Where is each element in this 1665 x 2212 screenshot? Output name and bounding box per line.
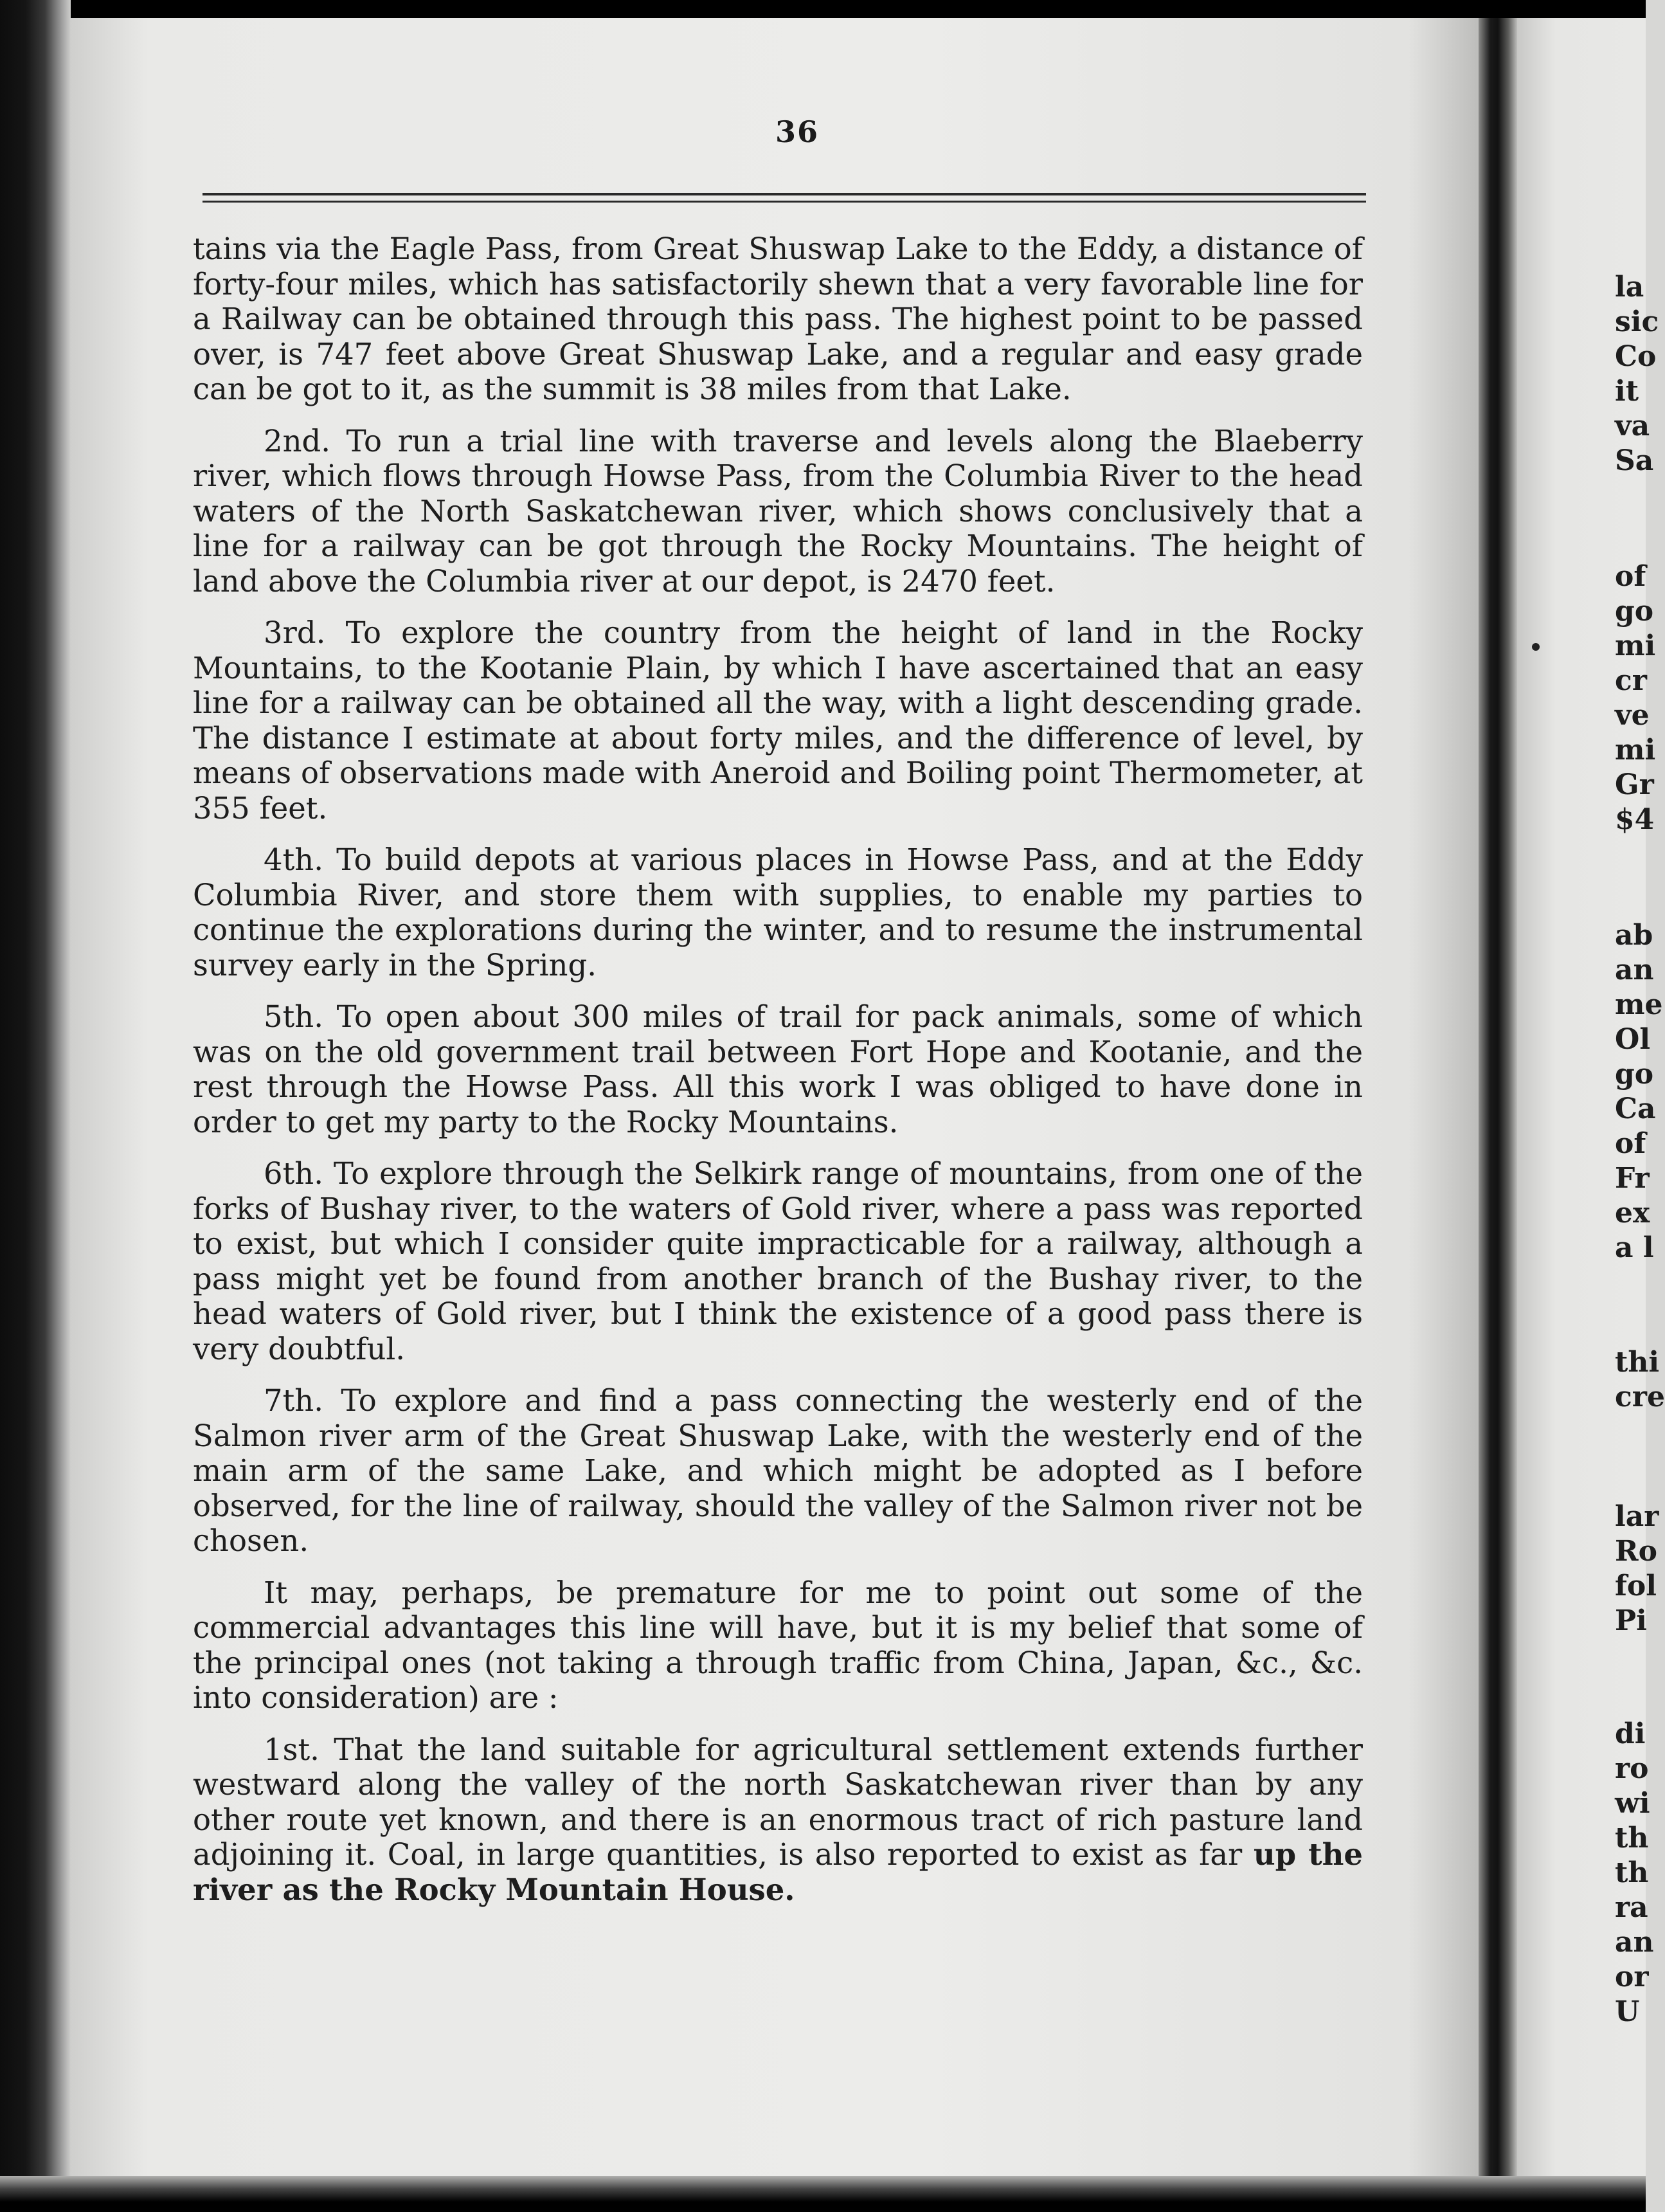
facing-page-fragment: Co: [1615, 340, 1657, 373]
paragraph-commercial: It may, perhaps, be premature for me to point out some of the commercial advantages this line will have, but it is my belief that some of the principal ones (not taking a through traffic from China, Japan, &c., &c. into consideration) are :: [193, 1575, 1363, 1715]
paragraph-6th: 6th. To explore through the Selkirk range of mountains, from one of the forks of Bushay river, to the waters of Gold river, where a pass was reported to exist, but which I consider quite impracticable for a railway, although a pass might yet be found from another branch of the Bushay river, to the head waters of Gold river, but I think the existence of a good pass there is very doubtful.: [193, 1156, 1363, 1366]
facing-page-fragment: wi: [1615, 1787, 1650, 1820]
facing-page-fragment: ex: [1615, 1197, 1650, 1229]
facing-page-fragment: it: [1615, 375, 1639, 408]
stray-mark: [1532, 643, 1540, 651]
facing-page-fragment: go: [1615, 1058, 1654, 1091]
facing-page-fragment: lar: [1615, 1500, 1659, 1533]
book-gutter: [1479, 18, 1517, 2176]
facing-page-fragment: an: [1615, 954, 1654, 986]
paragraph-1st-text: 1st. That the land suitable for agricultural settlement extends further westward along the valley of the north Saskatchewan river than by any other route yet known, and there is an enormous tract of rich pasture land adjoining it. Coal, in large quantities, is also reported to exist as far: [193, 1732, 1363, 1872]
facing-page-fragment: sic: [1615, 305, 1659, 338]
facing-page-fragment: Ol: [1615, 1023, 1651, 1056]
facing-page-fragment: ra: [1615, 1891, 1648, 1924]
facing-page-fragment: ab: [1615, 919, 1653, 952]
facing-page-fragment: Gr: [1615, 768, 1654, 801]
scan-border-left: [0, 0, 71, 2212]
facing-page-fragment: la: [1615, 271, 1644, 304]
facing-page-fragment: thi: [1615, 1346, 1660, 1379]
facing-page-fragment: $4: [1615, 803, 1655, 836]
facing-page-fragment: an: [1615, 1926, 1654, 1959]
body-text: [193, 231, 1363, 1907]
paragraph-7th: 7th. To explore and find a pass connecting the westerly end of the Salmon river arm of the Great Shuswap Lake, with the westerly end of the main arm of the same Lake, and which might be adopted as I before observed, for the line of railway, should the valley of the Salmon river not be chosen.: [193, 1383, 1363, 1558]
facing-page-fragment: ro: [1615, 1752, 1649, 1785]
page-number: 36: [775, 114, 819, 149]
facing-page-fragment: Ca: [1615, 1092, 1656, 1125]
facing-page-fragment: Pi: [1615, 1604, 1647, 1637]
header-rule-second: [203, 201, 1366, 203]
paragraph-4th: 4th. To build depots at various places in Howse Pass, and at the Eddy Columbia River, and store them with supplies, to enable my parties to continue the explorations during the winter, and to resume the instrumental survey early in the Spring.: [193, 842, 1363, 983]
facing-page-fragment: ve: [1615, 699, 1650, 732]
facing-page-fragment: th: [1615, 1822, 1649, 1854]
paragraph-5th: 5th. To open about 300 miles of trail for pack animals, some of which was on the old government trail between Fort Hope and Kootanie, and the rest through the Howse Pass. All this work I was obliged to have done in order to get my party to the Rocky Mountains.: [193, 999, 1363, 1139]
facing-page-fragment: cr: [1615, 664, 1647, 697]
paragraph-2nd: 2nd. To run a trial line with traverse and levels along the Blaeberry river, which flows through Howse Pass, from the Columbia River to the head waters of the North Saskatchewan river, which shows conclusively that a line for a railway can be got through the Rocky Mountains. The height of land above the Columbia river at our depot, is 2470 feet.: [193, 423, 1363, 599]
facing-page-fragment: va: [1615, 410, 1650, 442]
facing-page-fragment: di: [1615, 1718, 1646, 1750]
facing-page-fragment: Sa: [1615, 444, 1654, 477]
facing-page-fragment: me: [1615, 988, 1663, 1021]
paragraph-3rd: 3rd. To explore the country from the height of land in the Rocky Mountains, to the Kootanie Plain, by which I have ascertained that an easy line for a railway can be obtained all the way, with a light descending grade. The distance I estimate at about forty miles, and the difference of level, by means of observations made with Aneroid and Boiling point Thermometer, at 355 feet.: [193, 615, 1363, 826]
scan-border-bottom: [0, 2176, 1646, 2212]
facing-page-fragment: mi: [1615, 734, 1656, 766]
paragraph-1st-last-line: up the river as the Rocky Mountain House.: [193, 1836, 1363, 1907]
facing-page-fragment: of: [1615, 1127, 1646, 1160]
facing-page-fragment: of: [1615, 560, 1646, 593]
facing-page-fragment: go: [1615, 595, 1654, 628]
facing-page-fragment: th: [1615, 1856, 1649, 1889]
scan-border-top: [0, 0, 1646, 18]
paragraph-1st-advantage: [193, 1732, 1363, 1908]
paragraph-continuation: tains via the Eagle Pass, from Great Shuswap Lake to the Eddy, a distance of forty-four miles, which has satisfactorily shewn that a very favorable line for a Railway can be obtained through this pass. The highest point to be passed over, is 747 feet above Great Shuswap Lake, and a regular and easy grade can be got to it, as the summit is 38 miles from that Lake.: [193, 231, 1363, 406]
facing-page-fragment: mi: [1615, 630, 1656, 662]
facing-page-fragment: a l: [1615, 1231, 1654, 1264]
facing-page-fragment: or: [1615, 1961, 1649, 1993]
facing-page-fragment: fol: [1615, 1570, 1657, 1602]
facing-page-fragment: cre: [1615, 1381, 1665, 1413]
facing-page-fragment: U: [1615, 1995, 1640, 2028]
header-rule: [203, 193, 1366, 195]
facing-page-fragment: Ro: [1615, 1535, 1657, 1568]
facing-page-fragment: Fr: [1615, 1162, 1650, 1195]
